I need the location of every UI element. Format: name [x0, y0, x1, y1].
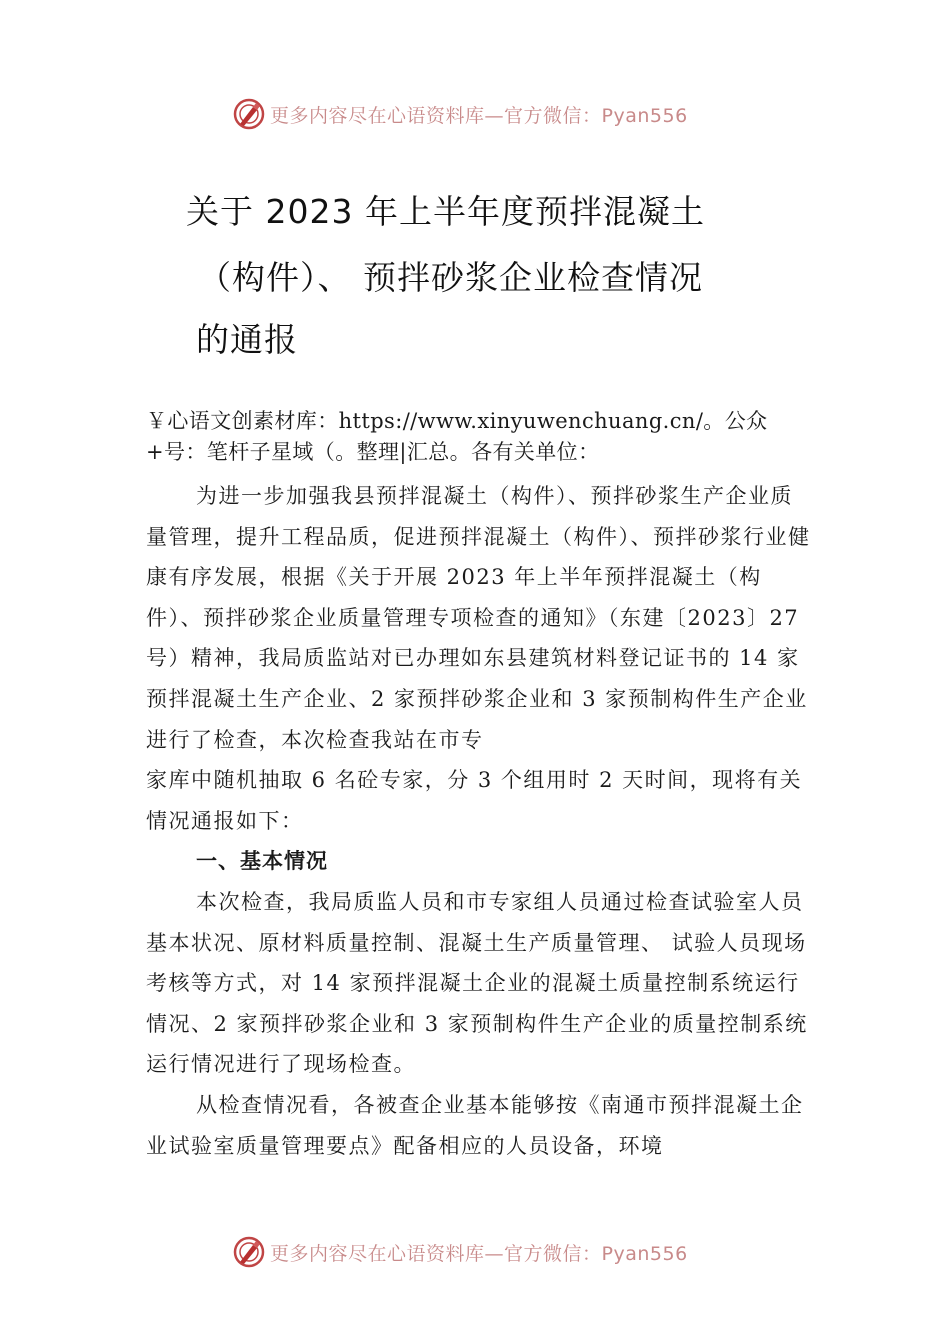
paragraph-intro: 为进一步加强我县预拌混凝土（构件）、预拌砂浆生产企业质量管理，提升工程品质，促进预拌混凝土（构件）、预拌砂浆行业健康有序发展，根据《关于开展 2023 年上半年预拌混凝土（构件）、预拌砂浆企业质量管理专项检查的通知》（东建〔2023〕27 号）精神，我局质监站对已办理如东县建筑材料登记证书的 14 家预拌混凝土生产企业、2 家预拌砂浆企业和 3 家预制构件生产企业进行了检查，本次检查我站在市专 [146, 484, 811, 752]
watermark-text: 更多内容尽在心语资料库—官方微信：Pyan556 [270, 1242, 688, 1265]
watermark-banner-top [232, 96, 688, 132]
document-title-line-2: （构件）、 预拌砂浆企业检查情况 [198, 258, 703, 297]
document-title-line-1: 关于 2023 年上半年度预拌混凝土 [186, 192, 705, 231]
document-body [146, 406, 814, 1166]
paragraph-findings: 从检查情况看，各被查企业基本能够按《南通市预拌混凝土企业试验室质量管理要点》配备相应的人员设备，环境 [146, 1092, 804, 1158]
pen-seal-logo-icon [232, 1235, 266, 1269]
wechat-id: Pyan556 [601, 1242, 688, 1265]
pen-seal-logo-icon [232, 97, 266, 131]
wechat-id: Pyan556 [601, 104, 688, 127]
paragraph-inspection: 本次检查，我局质监人员和市专家组人员通过检查试验室人员基本状况、原材料质量控制、混凝土生产质量管理、 试验人员现场考核等方式，对 14 家预拌混凝土企业的混凝土质量控制系统运行情况、2 家预拌砂浆企业和 3 家预制构件生产企业的质量控制系统运行情况进行了现场检查。 [146, 889, 808, 1077]
source-line: ￥心语文创素材库：https://www.xinyuwenchuang.cn/。公众+号：笔杆子星域（。整理|汇总。各有关单位： [146, 409, 768, 464]
section-heading-basic-info: 一、基本情况 [196, 849, 328, 874]
watermark-banner-bottom [232, 1234, 688, 1270]
watermark-text: 更多内容尽在心语资料库—官方微信：Pyan556 [270, 104, 688, 127]
document-title-line-3: 的通报 [196, 320, 298, 359]
paragraph-intro-continued: 家库中随机抽取 6 名砼专家，分 3 个组用时 2 天时间，现将有关情况通报如下： [146, 768, 803, 833]
